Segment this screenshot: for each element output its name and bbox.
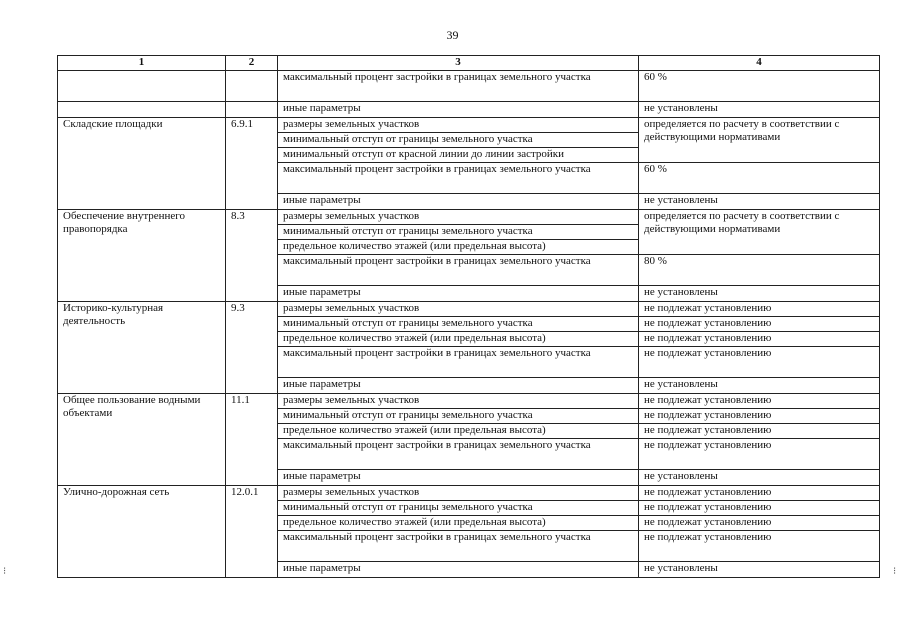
code-cell: 12.0.1 [226,486,278,578]
parameter-cell: иные параметры [278,378,639,394]
table-row [58,102,880,118]
parameter-cell: иные параметры [278,562,639,578]
parameter-cell: максимальный процент застройки в границах земельного участка [278,255,639,286]
code-cell: 9.3 [226,302,278,394]
value-cell: не установлены [639,378,880,394]
parameter-cell: максимальный процент застройки в границах земельного участка [278,531,639,562]
value-cell: не подлежат установлению [639,516,880,531]
value-cell: не подлежат установлению [639,302,880,317]
land-use-type-cell: Историко-культурная деятельность [58,302,226,394]
table-row [58,118,880,133]
value-cell: не подлежат установлению [639,394,880,409]
parameter-cell: иные параметры [278,194,639,210]
page-number: 39 [446,28,459,42]
land-use-type-cell: Складские площадки [58,118,226,210]
parameter-cell: предельное количество этажей (или предельная высота) [278,332,639,347]
value-cell: не подлежат установлению [639,501,880,516]
parameter-cell: иные параметры [278,102,639,118]
value-cell: 60 % [639,71,880,102]
parameter-cell: максимальный процент застройки в границах земельного участка [278,163,639,194]
land-use-type-cell [58,102,226,118]
margin-mark: ⁝ [3,566,7,577]
column-header: 3 [278,56,639,71]
table-row [58,394,880,409]
table-row [58,486,880,501]
land-use-type-cell: Общее пользование водными объектами [58,394,226,486]
regulations-table [57,55,880,578]
parameter-cell: минимальный отступ от границы земельного участка [278,409,639,424]
header-row [58,56,880,71]
table-row [58,302,880,317]
parameter-cell: максимальный процент застройки в границах земельного участка [278,439,639,470]
value-cell: не установлены [639,470,880,486]
value-cell: не подлежат установлению [639,409,880,424]
parameter-cell: минимальный отступ от границы земельного участка [278,317,639,332]
value-cell: не установлены [639,194,880,210]
parameter-cell: иные параметры [278,470,639,486]
code-cell: 11.1 [226,394,278,486]
table-row [58,71,880,102]
code-cell [226,71,278,102]
margin-mark: ⁝ [893,566,897,577]
value-cell: не подлежат установлению [639,486,880,501]
value-cell: 80 % [639,255,880,286]
value-cell: не подлежат установлению [639,332,880,347]
value-cell: определяется по расчету в соответствии с действующими нормативами [639,210,880,255]
parameter-cell: минимальный отступ от красной линии до линии застройки [278,148,639,163]
parameter-cell: размеры земельных участков [278,210,639,225]
value-cell: не подлежат установлению [639,317,880,332]
land-use-type-cell: Обеспечение внутреннего правопорядка [58,210,226,302]
land-use-type-cell: Улично-дорожная сеть [58,486,226,578]
value-cell: не подлежат установлению [639,531,880,562]
parameter-cell: максимальный процент застройки в границах земельного участка [278,71,639,102]
value-cell: не подлежат установлению [639,424,880,439]
parameter-cell: предельное количество этажей (или предельная высота) [278,240,639,255]
value-cell: не установлены [639,562,880,578]
land-use-type-cell [58,71,226,102]
value-cell: не установлены [639,286,880,302]
parameter-cell: максимальный процент застройки в границах земельного участка [278,347,639,378]
value-cell: не подлежат установлению [639,347,880,378]
code-cell: 6.9.1 [226,118,278,210]
value-cell: 60 % [639,163,880,194]
value-cell: не подлежат установлению [639,439,880,470]
parameter-cell: предельное количество этажей (или предельная высота) [278,516,639,531]
table-row [58,210,880,225]
column-header: 2 [226,56,278,71]
parameter-cell: иные параметры [278,286,639,302]
parameter-cell: минимальный отступ от границы земельного участка [278,501,639,516]
parameter-cell: размеры земельных участков [278,486,639,501]
parameter-cell: минимальный отступ от границы земельного участка [278,133,639,148]
value-cell: определяется по расчету в соответствии с действующими нормативами [639,118,880,163]
code-cell: 8.3 [226,210,278,302]
value-cell: не установлены [639,102,880,118]
parameter-cell: размеры земельных участков [278,302,639,317]
parameter-cell: размеры земельных участков [278,394,639,409]
column-header: 1 [58,56,226,71]
code-cell [226,102,278,118]
parameter-cell: размеры земельных участков [278,118,639,133]
parameter-cell: предельное количество этажей (или предельная высота) [278,424,639,439]
parameter-cell: минимальный отступ от границы земельного участка [278,225,639,240]
column-header: 4 [639,56,880,71]
